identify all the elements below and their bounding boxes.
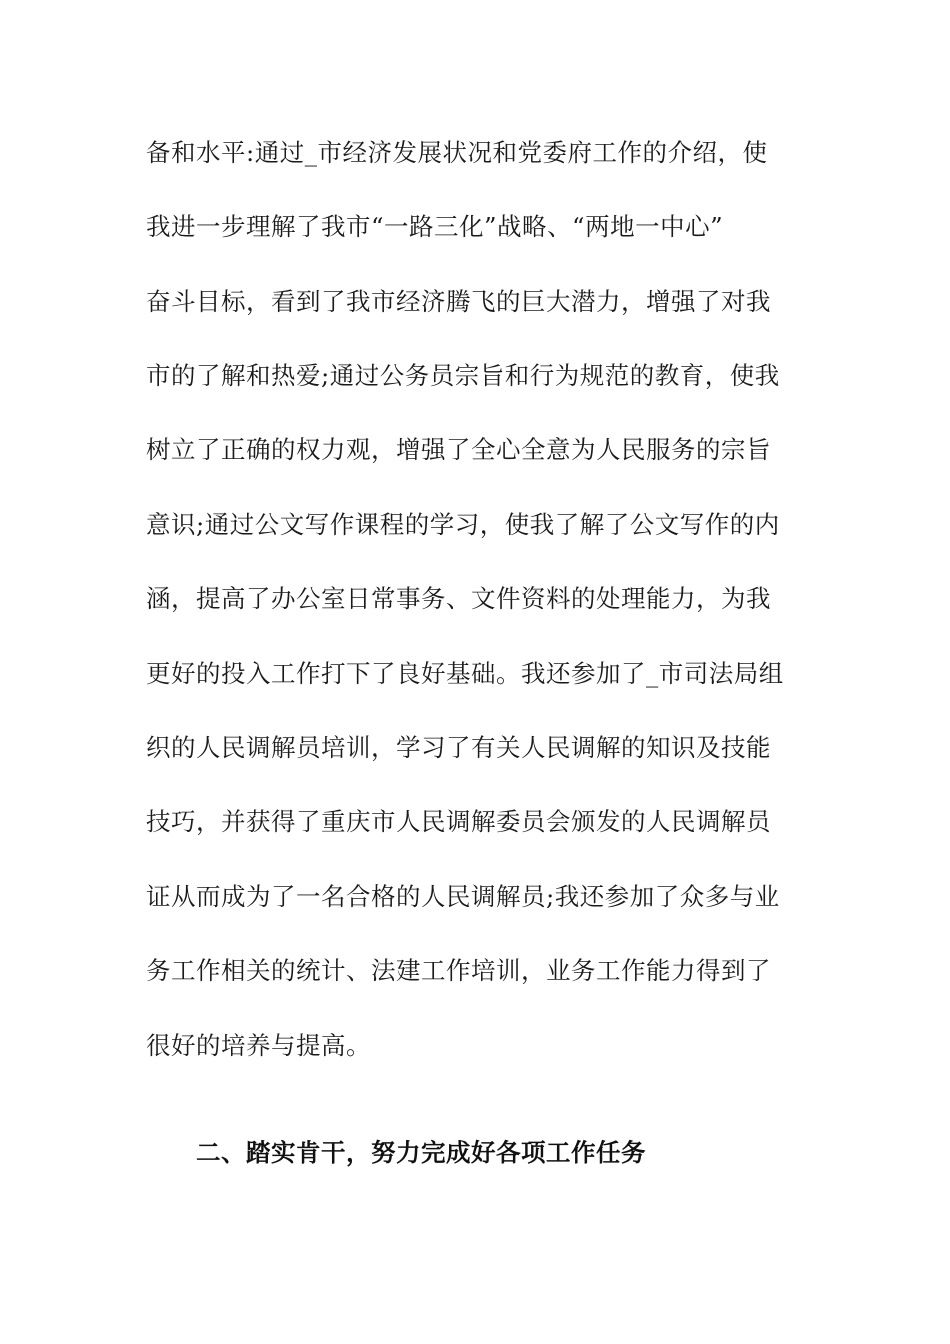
paragraph-line: 市的了解和热爱;通过公务员宗旨和行为规范的教育，使我: [146, 361, 780, 390]
paragraph-line: 意识;通过公文写作课程的学习，使我了解了公文写作的内: [146, 510, 780, 539]
paragraph-line: 更好的投入工作打下了良好基础。我还参加了_市司法局组: [146, 659, 784, 688]
paragraph-line: 织的人民调解员培训，学习了有关人民调解的知识及技能: [146, 733, 771, 762]
paragraph-line: 备和水平:通过_市经济发展状况和党委府工作的介绍，使: [146, 138, 768, 167]
paragraph-line: 很好的培养与提高。: [146, 1031, 371, 1060]
paragraph-line: 务工作相关的统计、法建工作培训，业务工作能力得到了: [146, 956, 771, 985]
paragraph-line: 证从而成为了一名合格的人民调解员;我还参加了众多与业: [146, 882, 780, 911]
paragraph-line: 技巧，并获得了重庆市人民调解委员会颁发的人民调解员: [146, 807, 771, 836]
paragraph-line: 涵，提高了办公室日常事务、文件资料的处理能力，为我: [146, 584, 771, 613]
paragraph-line: 树立了正确的权力观，增强了全心全意为人民服务的宗旨: [146, 435, 771, 464]
paragraph-line: 我进一步理解了我市“一路三化”战略、“两地一中心”: [146, 212, 724, 241]
section-heading: 二、踏实肯干，努力完成好各项工作任务: [196, 1138, 646, 1167]
paragraph-line: 奋斗目标，看到了我市经济腾飞的巨大潜力，增强了对我: [146, 287, 771, 316]
